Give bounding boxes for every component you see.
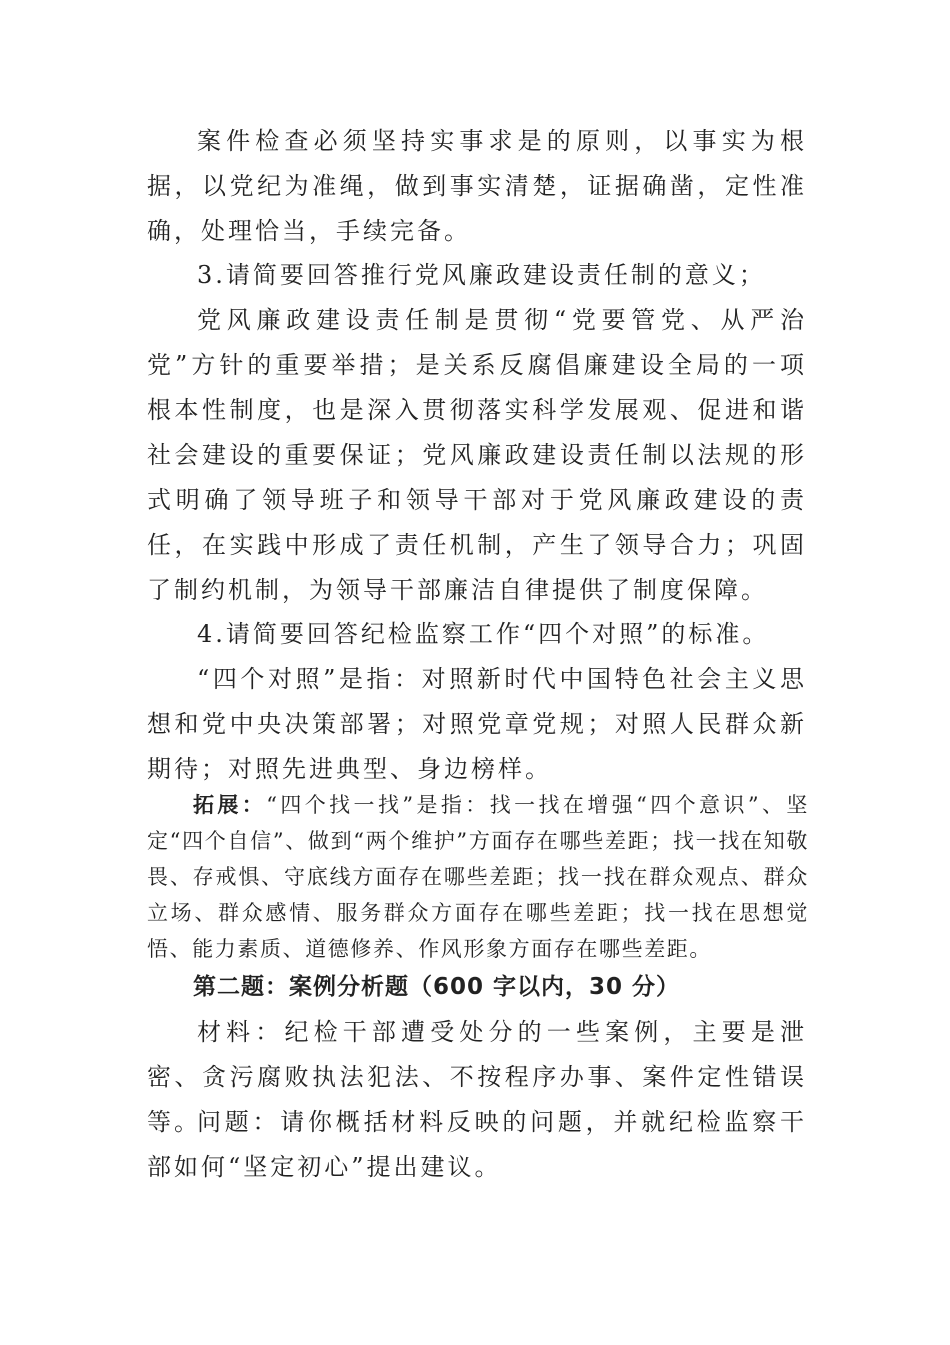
answer-3: 党风廉政建设责任制是贯彻“党要管党、从严治党”方针的重要举措；是关系反腐倡廉建设全局的一项根本性制度，也是深入贯彻落实科学发展观、促进和谐社会建设的重要保证；党风廉政建设责任制以法规的形式明确了领导班子和领导干部对于党风廉政建设的责任，在实践中形成了责任机制，产生了领导合力；巩固了制约机制，为领导干部廉洁自律提供了制度保障。 [147, 306, 807, 604]
question-3: 3.请简要回答推行党风廉政建设责任制的意义； [197, 261, 766, 289]
extension-text: “四个找一找”是指：找一找在增强“四个意识”、坚定“四个自信”、做到“两个维护”方面存在哪些差距；找一找在知敬畏、存戒惧、守底线方面存在哪些差距；找一找在群众观点、群众立场、群众感情、服务群众方面存在哪些差距；找一找在思想觉悟、能力素质、道德修养、作风形象方面存在哪些差距。 [147, 793, 809, 961]
answer-4: “四个对照”是指：对照新时代中国特色社会主义思想和党中央决策部署；对照党章党规；对照人民群众新期待；对照先进典型、身边榜样。 [147, 665, 807, 783]
paragraph-case-inspection: 案件检查必须坚持实事求是的原则，以事实为根据，以党纪为准绳，做到事实清楚，证据确凿，定性准确，处理恰当，手续完备。 [147, 127, 807, 245]
material-paragraph: 材料：纪检干部遭受处分的一些案例，主要是泄密、贪污腐败执法犯法、不按程序办事、案件定性错误等。 [147, 1018, 807, 1136]
question-paragraph: 问题：请你概括材料反映的问题，并就纪检监察干部如何“坚定初心”提出建议。 [147, 1108, 807, 1181]
question-4: 4.请简要回答纪检监察工作“四个对照”的标准。 [197, 620, 770, 648]
extension-paragraph [147, 787, 809, 967]
section-heading-case-analysis: 第二题：案例分析题（600 字以内，30 分） [193, 974, 681, 1000]
extension-label: 拓展： [193, 793, 267, 817]
